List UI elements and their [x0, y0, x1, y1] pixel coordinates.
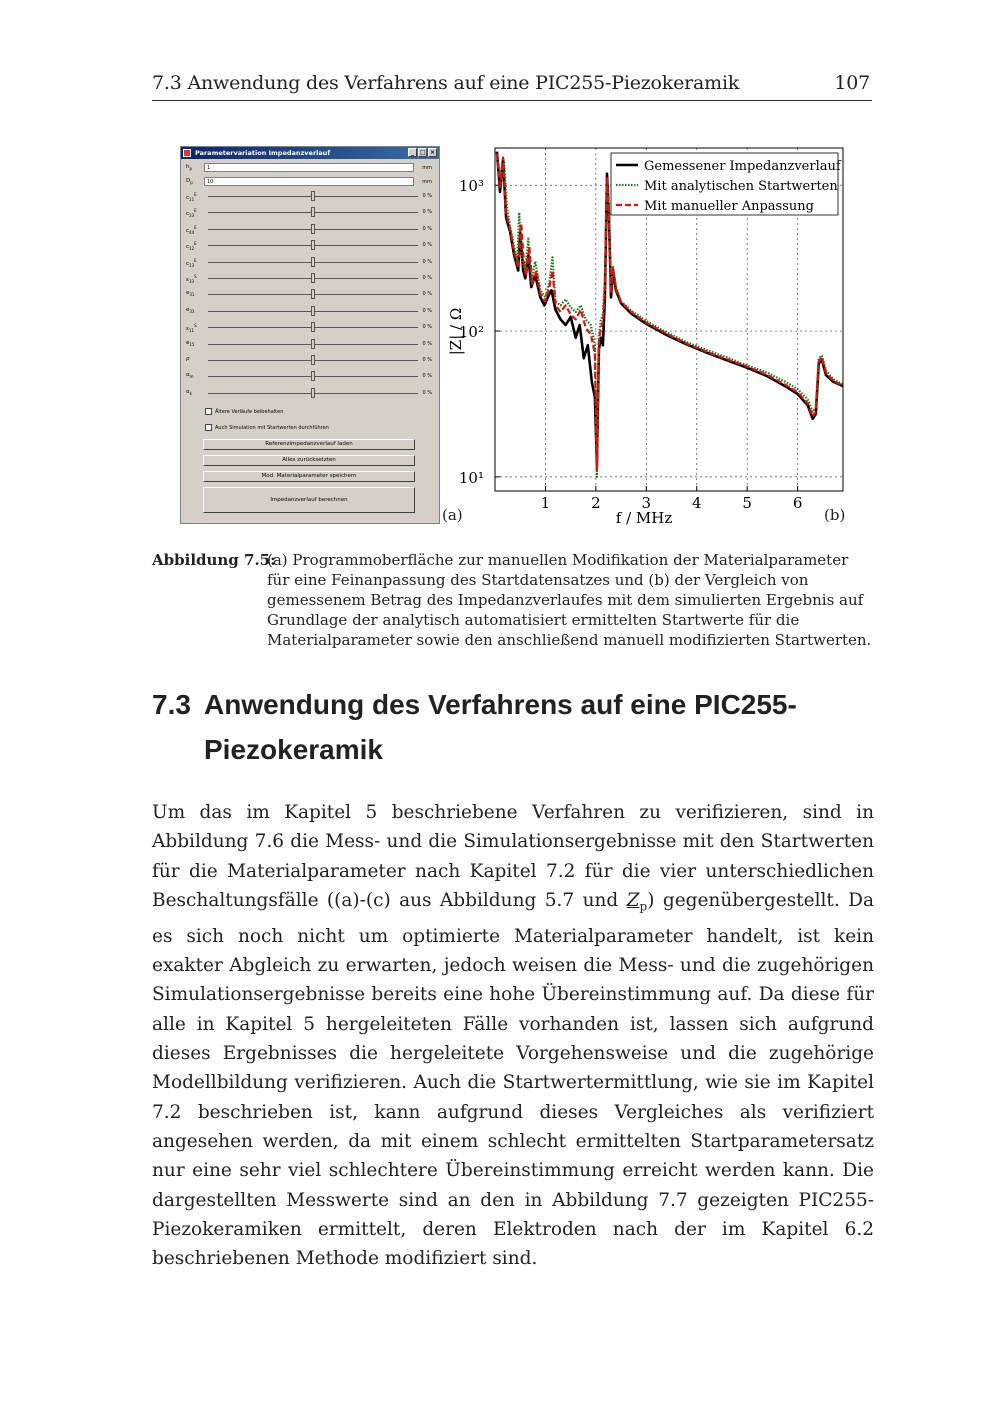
section-title: Anwendung des Verfahrens auf eine PIC255-Piezokeramik [204, 689, 797, 765]
param-label-sub: 11 [189, 196, 195, 202]
param-label: $e_{31}$ [186, 290, 195, 298]
app-icon [183, 149, 191, 157]
x-tick-label: 2 [591, 494, 601, 512]
slider-track[interactable] [208, 344, 418, 345]
param-slider-row [186, 304, 436, 320]
param-label-sup: E [194, 192, 197, 197]
slider-value: 0 % [422, 357, 432, 363]
option-checkbox[interactable] [205, 424, 329, 431]
x-tick-label: 1 [540, 494, 551, 512]
page-number: 107 [834, 72, 870, 94]
param-slider-row [186, 320, 436, 336]
program-window [180, 146, 440, 524]
slider-thumb[interactable] [311, 273, 315, 283]
action-button[interactable]: Mod. Materialparameter speichern [203, 471, 415, 482]
slider-value: 0 % [422, 389, 432, 396]
param-label: $c_{11}^E$ [186, 192, 197, 202]
param-label: $c_{13}^E$ [186, 257, 197, 268]
slider-track[interactable] [208, 294, 418, 295]
panel-label-b: (b) [824, 506, 846, 524]
slider-value: 0 % [422, 242, 432, 249]
legend-label: Gemessener Impedanzverlauf [644, 159, 841, 174]
paragraph-text-part2: ) gegenübergestellt. Da es sich noch nicht um optimierte Materialparameter handelt, ist kein exakter Abgleich zu erwarten, jedoch weisen die Mess- und die zugehörigen Simulationsergebnisse bereits eine hohe Übereinstimmung auf. Da diese für alle in Kapitel 5 hergeleiteten Fälle vorhanden ist, lassen sich aufgrund dieses Ergebnisses die hergeleitete Vorgehensweise und die zugehörige Modellbildung verifizieren. Auch die Startwertermittlung, wie sie im Kapitel 7.2 beschrieben ist, kann aufgrund dieses Vergleiches als verifiziert angesehen werden, da mit einem schlecht ermittelten Startparametersatz nur eine sehr viel schlechtere Übereinstimmung erreicht werden kann. Die dargestellten Messwerte sind an den in Abbildung 7.7 gezeigten PIC255-Piezokeramiken ermittelt, deren Elektroden nach der im Kapitel 6.2 beschriebenen Methode modifiziert sind. [152, 889, 874, 1270]
slider-thumb[interactable] [311, 240, 315, 250]
impedance-chart [440, 140, 850, 530]
caption-label: Abbildung 7.5: [152, 551, 276, 569]
param-slider-row [186, 287, 436, 303]
slider-value: 0 % [422, 291, 432, 298]
param-label-sup: E [194, 224, 197, 230]
param-slider-row [186, 271, 436, 287]
body-paragraph [152, 798, 874, 1273]
slider-value: 0 % [422, 340, 432, 347]
param-label: ρ [186, 356, 190, 362]
section-heading [152, 682, 872, 772]
param-slider-row [186, 205, 436, 221]
slider-thumb[interactable] [311, 339, 315, 349]
param-label-sub: p [189, 166, 193, 172]
checkbox-label: Ältere Verläufe beibehalten [215, 409, 284, 416]
slider-value: 0 % [422, 373, 432, 380]
close-icon[interactable]: × [429, 149, 436, 156]
figure-caption [152, 550, 874, 650]
param-slider-row [186, 189, 436, 205]
caption-text: (a) Programmoberfläche zur manuellen Modifikation der Materialparameter für eine Feinanpassung des Startdatensatzes und (b) der Vergleich von gemessenem Betrag des Impedanzverlaufes mit dem simulierten Ergebnis auf Grundlage der analytisch automatisiert ermittelten Startwerte für die Materialparameter sowie den anschließend manuell modifizierten Startwerten. [267, 551, 872, 649]
param-label-sub: 33 [189, 308, 195, 314]
slider-track[interactable] [208, 360, 418, 361]
x-tick-label: 5 [742, 494, 752, 512]
param-slider-row [186, 337, 436, 353]
slider-thumb[interactable] [311, 224, 315, 234]
slider-track[interactable] [208, 262, 418, 263]
param-label: $e_{15}$ [186, 339, 195, 347]
checkbox-box[interactable] [205, 424, 212, 431]
y-axis-label: |Z| / Ω [447, 307, 465, 356]
slider-thumb[interactable] [311, 355, 315, 365]
param-label-sup: S [194, 274, 197, 279]
minimize-icon[interactable]: _ [408, 148, 417, 157]
window-title: Parametervariation Impedanzverlauf [195, 149, 331, 157]
checkbox-label: Auch Simulation mit Startwerten durchführen [215, 425, 329, 432]
slider-track[interactable] [208, 311, 418, 312]
slider-thumb[interactable] [311, 306, 315, 316]
maximize-icon[interactable]: □ [419, 149, 426, 156]
param-label-sub: 31 [189, 292, 195, 298]
param-slider-row [186, 369, 436, 385]
slider-thumb[interactable] [311, 388, 315, 398]
y-tick-label: 10³ [458, 177, 484, 196]
slider-track[interactable] [208, 393, 418, 394]
param-label-sub: 13 [189, 262, 195, 268]
param-label: $\alpha_m$ [186, 372, 194, 380]
slider-value: 0 % [422, 193, 432, 199]
legend-label: Mit manueller Anpassung [644, 199, 814, 214]
y-tick-label: 10² [458, 323, 484, 342]
slider-track[interactable] [208, 376, 418, 377]
slider-thumb[interactable] [311, 207, 315, 217]
param-slider-row [186, 353, 436, 369]
param-slider-row [186, 222, 436, 238]
param-label: $c_{33}^E$ [186, 208, 197, 219]
x-tick-label: 4 [691, 494, 702, 512]
param-label: $c_{12}^E$ [186, 241, 197, 252]
impedance-symbol: Z [626, 889, 640, 911]
slider-track[interactable] [208, 278, 418, 279]
param-label-sub: k [189, 390, 192, 396]
param-label-sup: E [194, 208, 197, 214]
slider-value: 0 % [422, 324, 432, 331]
slider-track[interactable] [208, 229, 418, 230]
slider-track[interactable] [208, 245, 418, 246]
param-label-sub: 11 [188, 328, 195, 334]
param-label-sub: 33 [188, 278, 195, 284]
param-label-sub: 44 [189, 229, 195, 235]
slider-track[interactable] [208, 212, 418, 213]
slider-value: 0 % [422, 209, 432, 216]
param-label-sup: E [194, 241, 197, 247]
header-title: 7.3 Anwendung des Verfahrens auf eine PIC255-Piezokeramik [152, 72, 740, 94]
slider-track[interactable] [208, 327, 418, 328]
impedance-symbol-subscript: p [639, 899, 648, 914]
legend-label: Mit analytischen Startwerten [644, 179, 838, 194]
param-label-sup: S [194, 323, 197, 329]
slider-thumb[interactable] [311, 191, 315, 201]
option-checkbox[interactable] [205, 408, 283, 415]
param-slider-row [186, 386, 436, 402]
panel-label-a: (a) [442, 506, 463, 524]
action-button[interactable]: Referenzimpedanzverlauf laden [203, 439, 415, 450]
param-label: $c_{44}^E$ [186, 224, 197, 235]
param-label-sub: 12 [189, 246, 195, 252]
x-tick-label: 6 [792, 494, 803, 512]
param-unit: mm [422, 179, 432, 185]
param-label: $\varepsilon_{33}^S$ [186, 274, 197, 284]
param-label-sub: 15 [189, 341, 195, 347]
slider-thumb[interactable] [311, 257, 315, 267]
param-label: $\alpha_k$ [186, 388, 192, 396]
slider-thumb[interactable] [311, 322, 315, 332]
action-button[interactable]: Impedanzverlauf berechnen [203, 487, 415, 513]
x-tick-label: 3 [641, 494, 652, 512]
slider-thumb[interactable] [311, 289, 315, 299]
param-slider-row [186, 255, 436, 271]
slider-thumb[interactable] [311, 371, 315, 381]
slider-track[interactable] [208, 196, 418, 197]
param-label-sup: E [194, 257, 197, 263]
param-input[interactable]: 1 [204, 163, 414, 172]
x-axis-label: f / MHz [615, 509, 673, 527]
paragraph-text-part1: Um das im Kapitel 5 beschriebene Verfahren zu verifizieren, sind in Abbildung 7.6 die Mess- und die Simulationsergebnisse mit den Startwerten für die Materialparameter nach Kapitel 7.2 für die vier unterschiedlichen Beschaltungsfälle ((a)-(c) aus Abbildung 5.7 und [152, 802, 874, 911]
param-label-sub: 33 [189, 213, 195, 219]
checkbox-box[interactable] [205, 408, 212, 415]
slider-value: 0 % [422, 225, 432, 232]
param-label-sub: m [189, 374, 194, 380]
param-label: $D_p$ [186, 178, 193, 186]
slider-value: 0 % [422, 275, 432, 281]
section-number: 7.3 [152, 689, 191, 720]
action-button[interactable]: Alles zurücksetzten [203, 455, 415, 466]
param-input[interactable]: 10 [204, 177, 414, 186]
y-tick-label: 10¹ [458, 468, 484, 487]
param-label: $\varepsilon_{11}^S$ [186, 323, 197, 334]
param-label: $e_{33}$ [186, 306, 195, 314]
slider-value: 0 % [422, 258, 432, 265]
param-label: $h_p$ [186, 164, 193, 172]
param-slider-row [186, 238, 436, 254]
param-unit: mm [422, 165, 432, 171]
window-titlebar [181, 147, 439, 159]
running-header [152, 72, 872, 101]
param-label-sub: p [190, 180, 193, 186]
slider-value: 0 % [422, 307, 432, 314]
